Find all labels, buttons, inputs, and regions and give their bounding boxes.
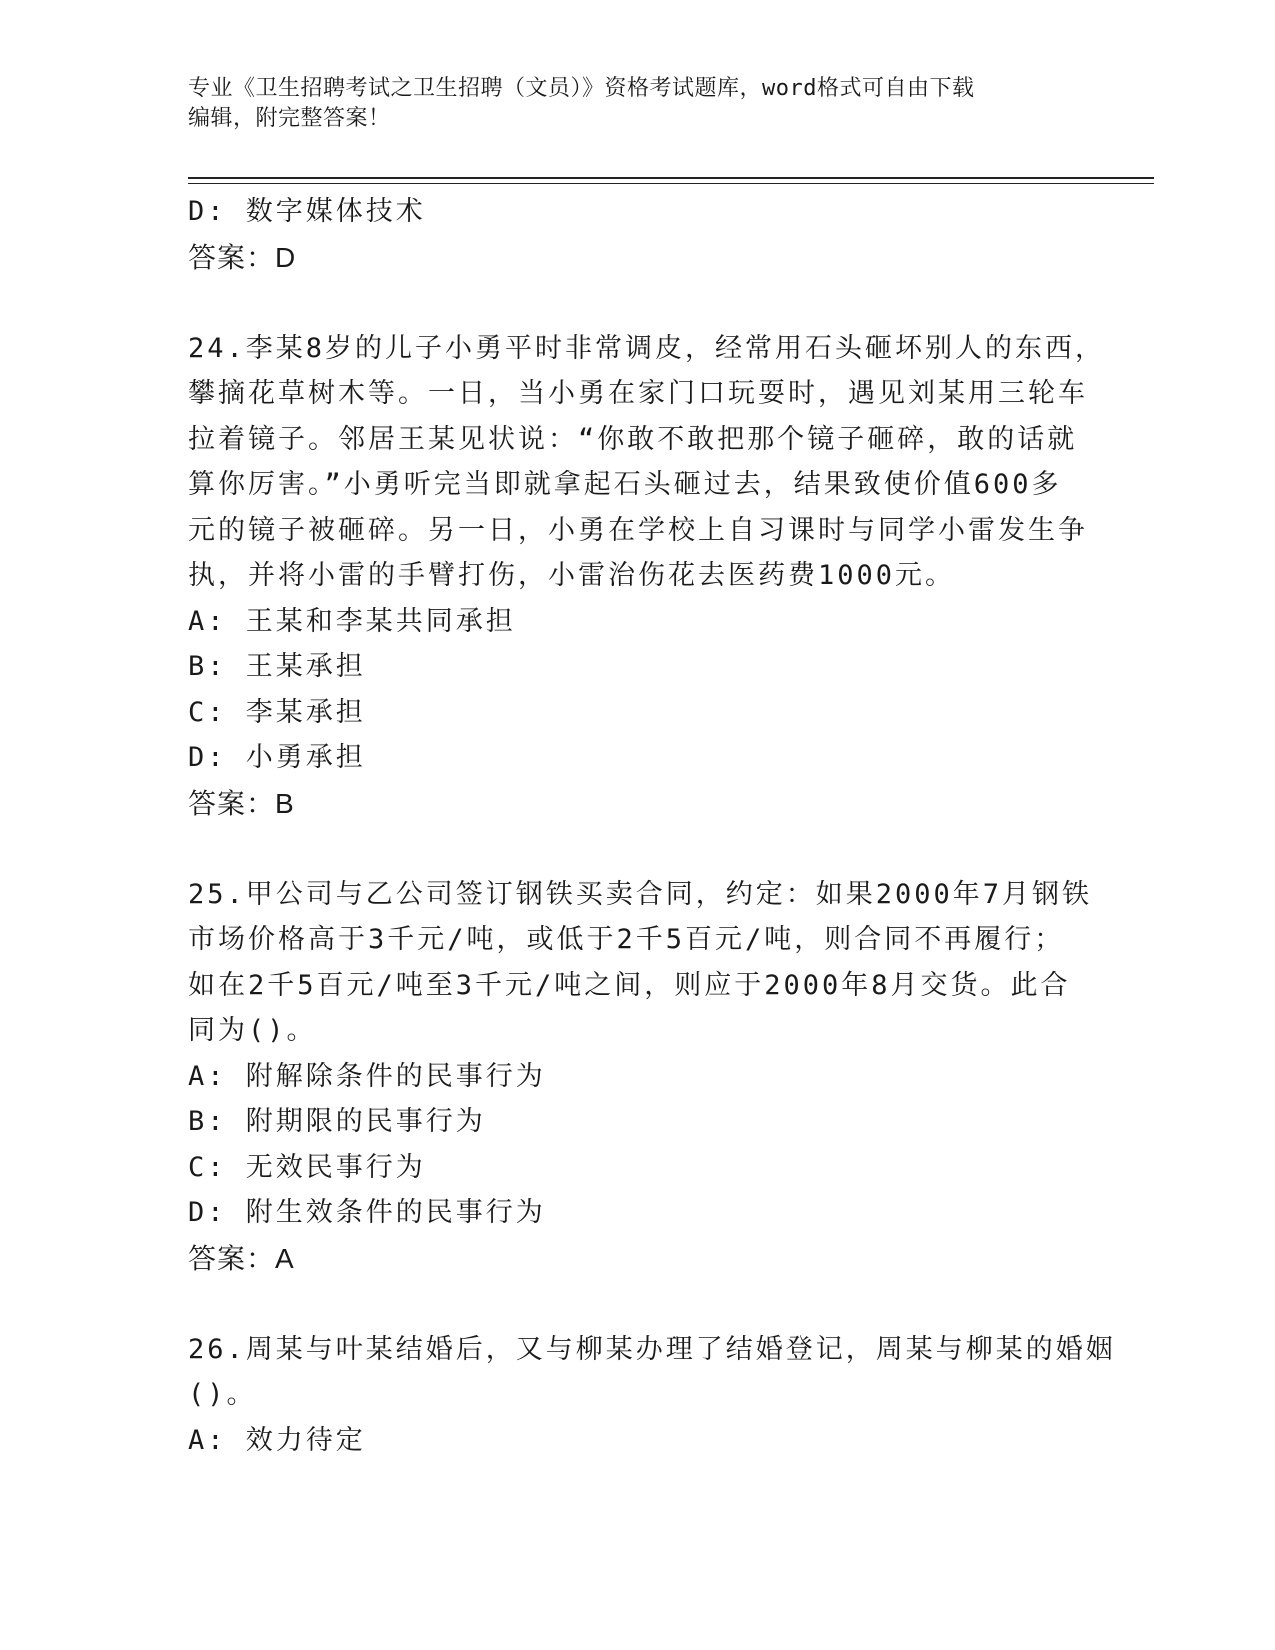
- question-25-option-d: D: 附生效条件的民事行为: [188, 1197, 546, 1228]
- spacer: [188, 1281, 1088, 1327]
- question-25-option-b: B: 附期限的民事行为: [188, 1106, 486, 1137]
- question-24-answer: 答案：B: [188, 787, 295, 819]
- question-25-line: 同为()。: [188, 1015, 317, 1046]
- prev-option-d: D: 数字媒体技术: [188, 196, 426, 227]
- spacer: [188, 280, 1088, 326]
- header-divider-thick: [188, 177, 1154, 179]
- header-divider-thin: [188, 183, 1154, 184]
- prev-answer: 答案：D: [188, 241, 297, 273]
- header-line-1: 专业《卫生招聘考试之卫生招聘（文员）》资格考试题库，word格式可自由下载: [188, 76, 975, 101]
- question-26-line: 26.周某与叶某结婚后，又与柳某办理了结婚登记，周某与柳某的婚姻: [188, 1333, 1116, 1365]
- question-25: [188, 872, 1093, 1282]
- question-24: [188, 326, 1106, 827]
- question-26-line: ()。: [188, 1379, 257, 1410]
- question-24-option-d: D: 小勇承担: [188, 742, 366, 773]
- question-24-option-c: C: 李某承担: [188, 696, 366, 728]
- question-24-line: 拉着镜子。邻居王某见状说：“你敢不敢把那个镜子砸碎，敢的话就: [188, 423, 1078, 455]
- page-header: [188, 74, 1088, 134]
- question-25-line: 如在2千5百元/吨至3千元/吨之间，则应于2000年8月交货。此合: [188, 969, 1071, 1001]
- question-25-option-c: C: 无效民事行为: [188, 1151, 426, 1183]
- question-24-line: 执，并将小雷的手臂打伤，小雷治伤花去医药费1000元。: [188, 560, 956, 591]
- question-24-option-b: B: 王某承担: [188, 651, 366, 682]
- question-24-line: 攀摘花草树木等。一日，当小勇在家门口玩耍时，遇见刘某用三轮车: [188, 378, 1088, 409]
- question-25-line: 25.甲公司与乙公司签订钢铁买卖合同，约定：如果2000年7月钢铁: [188, 878, 1093, 910]
- spacer: [188, 826, 1088, 872]
- question-25-option-a: A: 附解除条件的民事行为: [188, 1060, 546, 1092]
- question-25-line: 市场价格高于3千元/吨，或低于2千5百元/吨，则合同不再履行；: [188, 924, 1065, 955]
- question-25-answer: 答案：A: [188, 1242, 295, 1274]
- question-24-line: 元的镜子被砸碎。另一日，小勇在学校上自习课时与同学小雷发生争: [188, 514, 1088, 546]
- question-24-option-a: A: 王某和李某共同承担: [188, 605, 516, 637]
- document-body: [188, 189, 1116, 1463]
- question-24-line: 算你厉害。”小勇听完当即就拿起石头砸过去，结果致使价值600多: [188, 469, 1062, 500]
- header-line-2: 编辑，附完整答案！: [188, 106, 391, 131]
- question-24-line: 24.李某8岁的儿子小勇平时非常调皮，经常用石头砸坏别人的东西，: [188, 332, 1106, 364]
- question-26-option-a: A: 效力待定: [188, 1424, 366, 1456]
- question-26: [188, 1327, 1116, 1464]
